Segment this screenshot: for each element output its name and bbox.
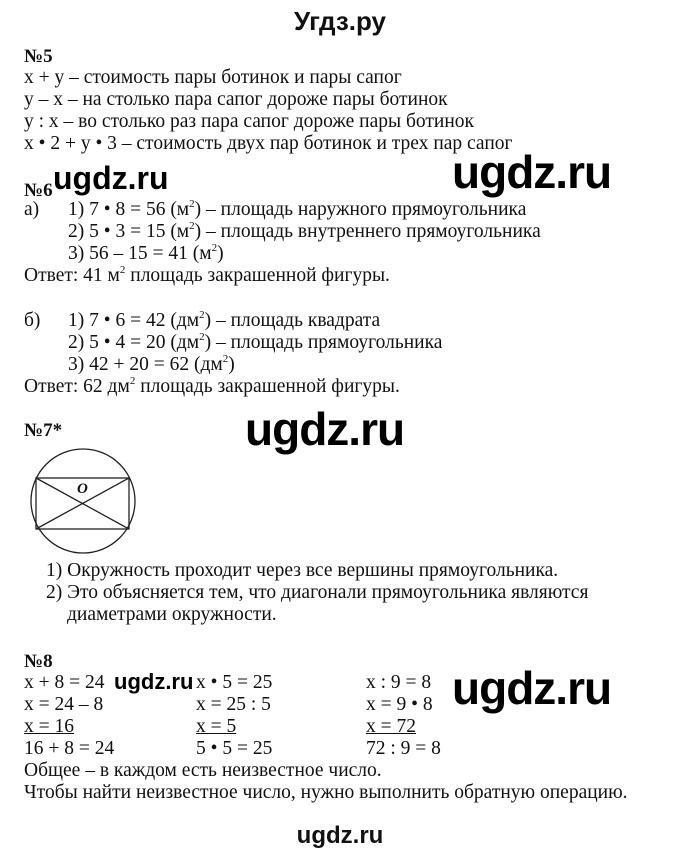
task8-result: x = 16 [24,716,74,737]
superscript: 2 [199,331,205,343]
task8-result: x = 5 [196,716,237,737]
watermark: ugdz.ru [114,669,194,694]
task6b-step [68,354,235,376]
step-text: 2) 5 • 4 = 20 (дм [68,332,200,353]
task6a-step [68,199,526,221]
task8-title: №8 [24,651,53,672]
answer-text: площадь закрашенной фигуры. [125,265,390,286]
task5-line: y : x – во столько раз пара сапог дороже пары ботинок [24,111,474,132]
superscript: 2 [119,264,126,276]
task8-equation: x + 8 = 24 [24,672,105,693]
task6a-label: а) [24,199,40,220]
superscript: 2 [189,220,195,232]
task8-conclusion: Чтобы найти неизвестное число, нужно выполнить обратную операцию. [24,782,628,803]
step-text: ) [217,243,224,264]
task8-step: x = 25 : 5 [196,694,271,715]
task8-equation: x : 9 = 8 [366,672,432,693]
step-text: ) – площадь прямоугольника [204,332,443,353]
task7-point: 2) Это объясняется тем, что диагонали прямоугольника являются [46,582,589,603]
task6b-step [68,332,442,354]
task5-line: y – x – на столько пара сапог дороже пары ботинок [24,89,448,110]
task7-title: №7* [24,420,63,441]
task8-step: x = 24 – 8 [24,694,104,715]
footer-watermark: ugdz.ru [296,822,384,849]
task5-title: №5 [24,46,53,67]
task6-title: №6 [24,180,53,201]
task6a-step [68,243,224,265]
step-text: ) [228,354,235,375]
step-text: 3) 42 + 20 = 62 (дм [68,354,223,375]
superscript: 2 [189,198,195,210]
task6b-answer [24,376,400,398]
task8-conclusion: Общее – в каждом есть неизвестное число. [24,760,382,781]
task5-line: x • 2 + y • 3 – стоимость двух пар ботинок и трех пар сапог [24,133,513,154]
step-text: ) – площадь внутреннего прямоугольника [194,221,541,242]
task8-check: 5 • 5 = 25 [196,738,273,759]
step-text: 1) 7 • 6 = 42 (дм [68,310,200,331]
watermark: ugdz.ru [245,403,405,455]
watermark: ugdz.ru [452,662,612,714]
step-text: ) – площадь квадрата [204,310,381,331]
superscript: 2 [199,309,205,321]
watermark: ugdz.ru [53,160,169,196]
circle-rectangle-diagram [28,446,138,556]
answer-text: Ответ: 62 дм [24,376,130,397]
task8-step: x = 9 • 8 [366,694,433,715]
task6b-step [68,310,380,332]
watermark: ugdz.ru [452,146,612,198]
answer-text: площадь закрашенной фигуры. [135,376,400,397]
task7-point: 1) Окружность проходит через все вершины прямоугольника. [46,560,559,581]
step-text: 2) 5 • 3 = 15 (м [68,221,190,242]
task8-check: 16 + 8 = 24 [24,738,115,759]
task8-check: 72 : 9 = 8 [366,738,441,759]
task8-equation: x • 5 = 25 [196,672,273,693]
step-text: 1) 7 • 8 = 56 (м [68,199,190,220]
task6b-label: б) [24,310,41,331]
center-label-o: O [77,481,88,497]
superscript: 2 [211,242,218,254]
step-text: ) – площадь наружного прямоугольника [194,199,527,220]
task7-point: диаметрами окружности. [67,604,277,625]
task8-result: x = 72 [366,716,416,737]
answer-text: Ответ: 41 м [24,265,120,286]
task6a-step [68,221,541,243]
superscript: 2 [222,353,229,365]
site-title: Угдз.ру [294,6,386,36]
task5-line: x + y – стоимость пары ботинок и пары сапог [24,67,402,88]
task6a-answer [24,265,390,287]
step-text: 3) 56 – 15 = 41 (м [68,243,212,264]
superscript: 2 [129,375,136,387]
